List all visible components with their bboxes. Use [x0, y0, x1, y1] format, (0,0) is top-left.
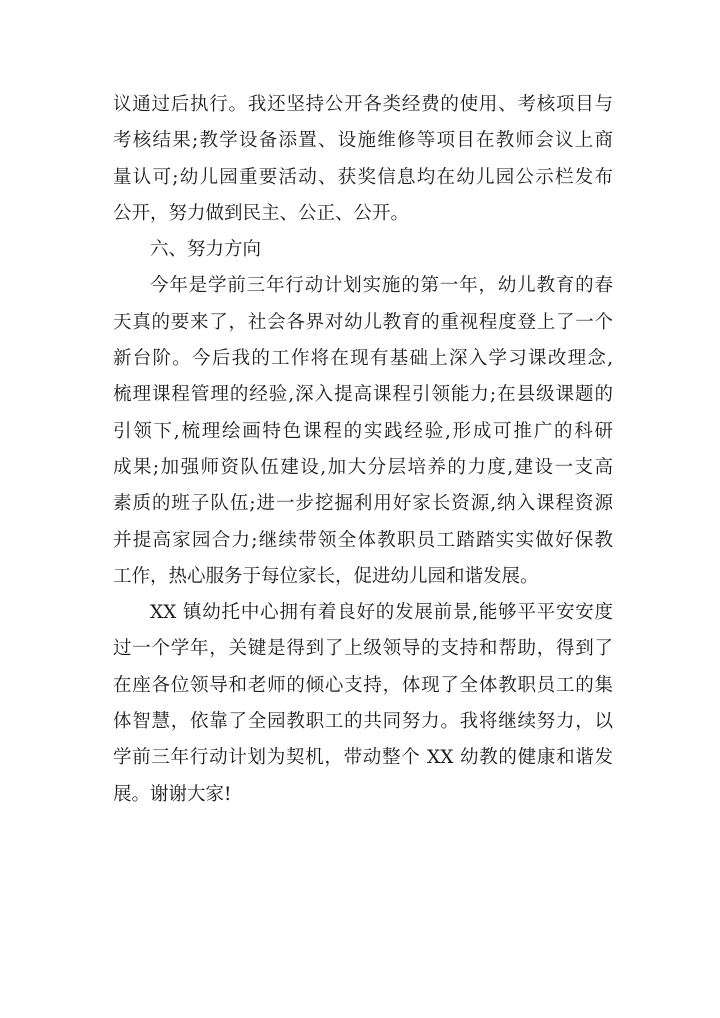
text-line: 展。谢谢大家! [113, 783, 232, 805]
text-line: 议通过后执行。我还坚持公开各类经费的使用、考核项目与 [113, 94, 613, 115]
paragraph-first-line: 今年是学前三年行动计划实施的第一年，幼儿教育的春 [150, 275, 613, 297]
document-body [113, 87, 613, 813]
text-line: 量认可;幼儿园重要活动、获奖信息均在幼儿园公示栏发布 [113, 166, 613, 188]
text-line: 在座各位领导和老师的倾心支持，体现了全体教职员工的集 [113, 674, 613, 696]
text-line: 体智慧，依靠了全园教职工的共同努力。我将继续努力，以 [113, 711, 613, 733]
text-line: 公开，努力做到民主、公正、公开。 [113, 202, 410, 224]
text-line: 并提高家园合力;继续带领全体教职员工踏踏实实做好保教 [113, 529, 613, 551]
paragraph-first-line: XX 镇幼托中心拥有着良好的发展前景,能够平平安安度 [150, 602, 613, 624]
text-line: 素质的班子队伍;进一步挖掘利用好家长资源,纳入课程资源 [113, 493, 613, 515]
text-line: 工作，热心服务于每位家长，促进幼儿园和谐发展。 [113, 565, 539, 587]
text-line: 天真的要来了，社会各界对幼儿教育的重视程度登上了一个 [113, 311, 613, 333]
section-heading: 六、努力方向 [150, 239, 262, 261]
text-line: 学前三年行动计划为契机，带动整个 XX 幼教的健康和谐发 [113, 747, 613, 769]
text-line: 引领下,梳理绘画特色课程的实践经验,形成可推广的科研 [113, 420, 613, 442]
text-line: 成果;加强师资队伍建设,加大分层培养的力度,建设一支高 [113, 456, 613, 478]
text-line: 过一个学年，关键是得到了上级领导的支持和帮助，得到了 [113, 638, 613, 660]
text-line: 新台阶。今后我的工作将在现有基础上深入学习课改理念, [113, 348, 613, 370]
text-line: 考核结果;教学设备添置、设施维修等项目在教师会议上商 [113, 130, 613, 152]
text-line: 梳理课程管理的经验,深入提高课程引领能力;在县级课题的 [113, 384, 613, 406]
